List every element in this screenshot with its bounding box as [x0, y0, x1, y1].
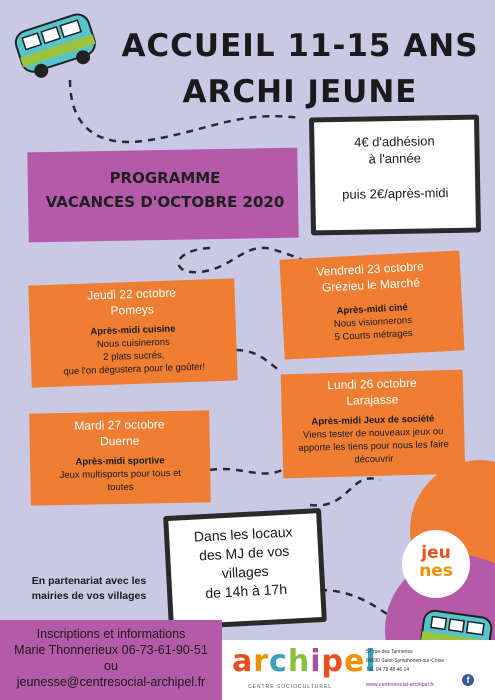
badge-line1: jeu [421, 543, 451, 563]
price-frame [309, 115, 481, 236]
logo-letter: h [287, 644, 311, 679]
inscriptions-or: ou [104, 659, 118, 673]
location-line2: des MJ de vos [198, 542, 290, 564]
location-line1: Dans les locaux [193, 523, 293, 545]
activity-day: Mardi 27 octobre [74, 417, 165, 433]
price-line1: 4€ d'adhésion [354, 133, 435, 150]
inscriptions-text [0, 626, 222, 690]
logo-letter: a [232, 644, 254, 679]
logo-letter: c [269, 644, 288, 679]
activity-desc: que l'on dégustera pour le goûter! [63, 361, 206, 378]
footer-address [366, 648, 444, 690]
activity-card [280, 250, 465, 359]
location-line4: de 14h à 17h [204, 580, 288, 602]
activity-card [28, 278, 237, 387]
partner-line1: En partenariat avec les [31, 575, 147, 587]
activity-title: Après-midi ciné [336, 302, 409, 317]
partner-line2: mairies de vos villages [31, 590, 147, 602]
archipel-logo [232, 644, 377, 679]
logo-letter: p [321, 644, 344, 679]
activity-desc: apporte les tiens pour nous les faire [298, 439, 449, 454]
activity-title: Après-midi sportive [75, 455, 165, 468]
activity-place: Duerne [99, 433, 140, 449]
logo-letter: e [343, 644, 366, 679]
price-line3: puis 2€/après-midi [342, 185, 449, 202]
logo-letter: l [365, 644, 377, 679]
activity-desc: Viens tester de nouveaux jeux ou [302, 426, 444, 441]
programme-line1: PROGRAMME [109, 169, 221, 187]
page-title-line2: ARCHI JEUNE [182, 74, 418, 110]
activity-desc: 5 Courts métrages [334, 327, 413, 343]
price-line2: à l'année [368, 150, 422, 167]
partner-text [14, 574, 164, 604]
jeunes-badge [402, 530, 470, 598]
activity-desc: Nous visionnerons [333, 314, 413, 331]
page-title-line1: ACCUEIL 11-15 ANS [121, 28, 479, 64]
address-line: 69590 Saint-Symphorien-sur-Coise [366, 658, 445, 664]
programme-title [40, 166, 290, 214]
activity-desc: Nous cuisinerons [96, 336, 170, 351]
address-line: 57 rue des Tanneries [366, 649, 413, 655]
location-frame [163, 508, 327, 630]
activity-card [29, 410, 211, 505]
location-line3: villages [221, 562, 269, 582]
activity-place: Pomeys [110, 302, 155, 318]
badge-line2: nes [419, 561, 453, 581]
activity-title: Après-midi cuisine [90, 323, 176, 338]
inscriptions-line1: Inscriptions et informations [36, 627, 186, 641]
programme-line2: VACANCES D'OCTOBRE 2020 [45, 193, 285, 211]
activity-desc: Jeux multisports pour tous et [59, 467, 182, 482]
logo-letter: r [253, 644, 270, 679]
logo-subtitle: CENTRE SOCIOCULTUREL [248, 684, 333, 690]
activity-day: Vendredi 23 octobre [316, 259, 425, 279]
activity-card [281, 370, 466, 479]
archipel-logo-text [232, 644, 377, 679]
activity-title: Après-midi Jeux de société [311, 413, 435, 428]
activity-day: Jeudi 22 octobre [87, 285, 177, 303]
inscriptions-email[interactable]: jeunesse@centresocial-archipel.fr [16, 675, 206, 689]
activity-desc: toutes [107, 481, 134, 494]
logo-letter: i [310, 644, 322, 679]
activity-desc: 2 plats sucrés, [103, 349, 165, 364]
van-icon [12, 10, 100, 80]
activity-place: Larajasse [346, 392, 399, 408]
website-link[interactable]: www.centresocial-archipel.fr [366, 682, 434, 688]
activity-desc: découvrir [354, 453, 394, 466]
address-line: Tél. 04 78 48 46 14 [366, 667, 410, 673]
facebook-icon[interactable]: f [462, 674, 474, 686]
activity-place: Grézieu le Marché [321, 275, 421, 295]
activity-day: Lundi 26 octobre [327, 375, 417, 393]
inscriptions-phone: Marie Thonnerieux 06-73-61-90-51 [14, 643, 208, 657]
